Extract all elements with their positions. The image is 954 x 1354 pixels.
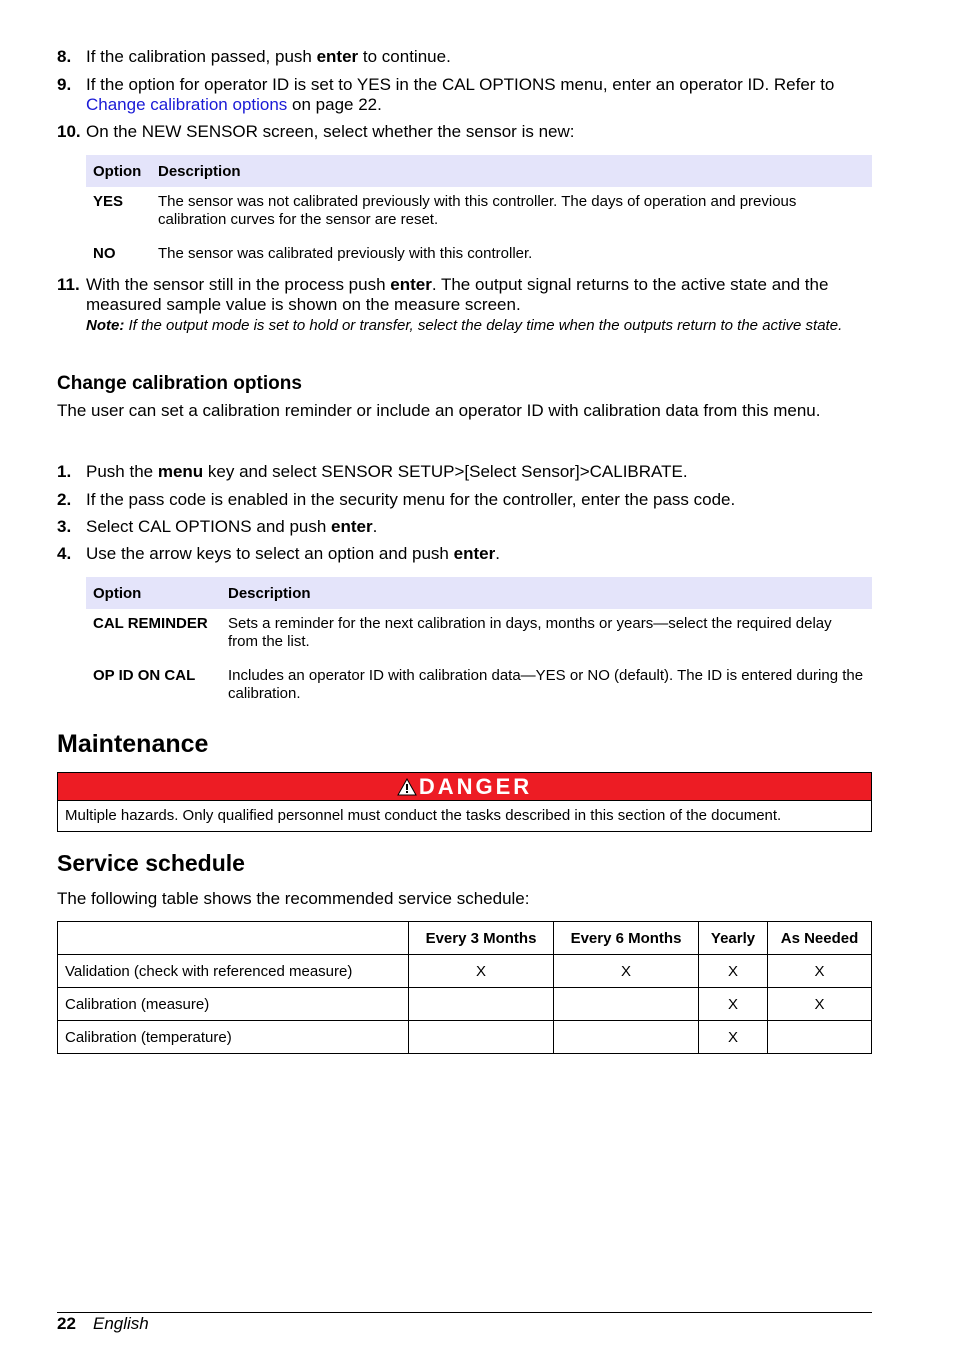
danger-label: DANGER: [418, 774, 533, 799]
note: [86, 317, 872, 335]
section-intro: The user can set a calibration reminder or include an operator ID with calibration data from this menu.: [57, 401, 821, 420]
cell-yearly: X: [699, 1021, 768, 1054]
step-text: With the sensor still in the process push: [86, 275, 391, 294]
note-label: Note:: [86, 317, 125, 334]
step-keyword: enter: [390, 275, 432, 294]
column-header-option: Option: [86, 577, 221, 609]
cal-step-3: [57, 517, 872, 537]
option-cell: CAL REMINDER: [93, 615, 208, 632]
table-row: [86, 239, 872, 273]
cell-3-months: X: [409, 955, 554, 988]
danger-text: Multiple hazards. Only qualified personnel must conduct the tasks described in this section of the document.: [65, 807, 782, 824]
task-cell: Calibration (temperature): [58, 1021, 409, 1054]
step-number: 1.: [57, 462, 72, 481]
step-text-end: key and select SENSOR SETUP>[Select Sensor]>CALIBRATE.: [203, 462, 688, 481]
section-heading-change-calibration: Change calibration options: [57, 373, 302, 394]
maintenance-heading: Maintenance: [57, 730, 209, 758]
cal-options-table: [86, 577, 872, 713]
step-11: [57, 275, 872, 335]
note-text: If the output mode is set to hold or transfer, select the delay time when the outputs return to the active state.: [124, 317, 843, 334]
column-header-3-months: Every 3 Months: [409, 922, 554, 955]
step-text: Push the: [86, 462, 158, 481]
column-header-as-needed: As Needed: [768, 922, 872, 955]
table-row: [58, 1021, 872, 1054]
step-keyword: menu: [157, 462, 204, 481]
step-number: 9.: [57, 75, 72, 94]
step-text-end: on page 22.: [287, 95, 382, 114]
cal-step-4: [57, 544, 872, 564]
page-number: 22: [57, 1314, 76, 1333]
description-cell: The sensor was not calibrated previously with this controller. The days of operation and previous calibration curves for the sensor are reset.: [158, 193, 797, 228]
cal-step-1: [57, 462, 872, 482]
cell-6-months: X: [554, 955, 699, 988]
description-cell: Sets a reminder for the next calibration in days, months or years—select the required delay from the list.: [228, 615, 832, 650]
cell-3-months: [409, 988, 554, 1021]
task-cell: Validation (check with referenced measure): [58, 955, 409, 988]
step-text-end: .: [372, 517, 378, 536]
step-keyword: enter: [453, 544, 496, 563]
cell-as-needed: X: [768, 988, 872, 1021]
step-9: [57, 75, 872, 115]
step-number: 3.: [57, 517, 72, 536]
cell-6-months: [554, 1021, 699, 1054]
cell-as-needed: [768, 1021, 872, 1054]
footer-language: English: [93, 1314, 149, 1333]
step-number: 8.: [57, 47, 72, 66]
column-header-yearly: Yearly: [699, 922, 768, 955]
column-header-description: Description: [151, 155, 872, 187]
page-footer: [57, 1312, 872, 1333]
step-text-end: to continue.: [358, 47, 451, 66]
description-cell: Includes an operator ID with calibration data—YES or NO (default). The ID is entered during the calibration.: [228, 667, 864, 702]
table-row: [58, 988, 872, 1021]
description-cell: The sensor was calibrated previously with this controller.: [158, 245, 533, 262]
step-10: [57, 122, 872, 142]
new-sensor-options-table: [86, 155, 872, 273]
column-header-option: Option: [86, 155, 151, 187]
step-text: Use the arrow keys to select an option and push: [86, 544, 454, 563]
column-header-6-months: Every 6 Months: [554, 922, 699, 955]
step-number: 2.: [57, 490, 72, 509]
option-cell: YES: [93, 193, 124, 210]
table-row: [86, 187, 872, 239]
service-schedule-table: [57, 921, 872, 1054]
cell-as-needed: X: [768, 955, 872, 988]
table-row: [86, 661, 872, 713]
table-row: [86, 609, 872, 661]
step-text: If the pass code is enabled in the security menu for the controller, enter the pass code.: [86, 490, 736, 509]
cell-yearly: X: [699, 955, 768, 988]
warning-triangle-icon: [397, 774, 419, 799]
column-header-description: Description: [221, 577, 872, 609]
table-row: [58, 955, 872, 988]
option-cell: OP ID ON CAL: [93, 667, 196, 684]
step-text: If the calibration passed, push: [86, 47, 317, 66]
step-text-end: . The output signal returns to the active state and the measured sample value is shown on the measure screen.: [86, 275, 829, 314]
step-number: 10.: [57, 122, 81, 141]
service-schedule-heading: Service schedule: [57, 850, 245, 876]
step-keyword: enter: [316, 47, 359, 66]
column-header-task: [58, 922, 409, 955]
step-text: On the NEW SENSOR screen, select whether the sensor is new:: [86, 122, 575, 141]
cal-step-2: [57, 490, 872, 510]
task-cell: Calibration (measure): [58, 988, 409, 1021]
cell-yearly: X: [699, 988, 768, 1021]
option-cell: NO: [93, 245, 116, 262]
step-text: Select CAL OPTIONS and push: [86, 517, 332, 536]
step-8: [57, 47, 872, 67]
cell-3-months: [409, 1021, 554, 1054]
danger-box: [57, 772, 872, 832]
step-keyword: enter: [331, 517, 373, 536]
step-number: 11.: [57, 275, 80, 294]
danger-header: [58, 773, 871, 801]
step-text: If the option for operator ID is set to YES in the CAL OPTIONS menu, enter an operator ID. Refer to: [86, 75, 835, 94]
service-intro: The following table shows the recommended service schedule:: [57, 889, 530, 908]
step-text-end: .: [495, 544, 500, 563]
step-number: 4.: [57, 544, 72, 563]
cell-6-months: [554, 988, 699, 1021]
cross-reference-link[interactable]: Change calibration options: [86, 95, 288, 114]
